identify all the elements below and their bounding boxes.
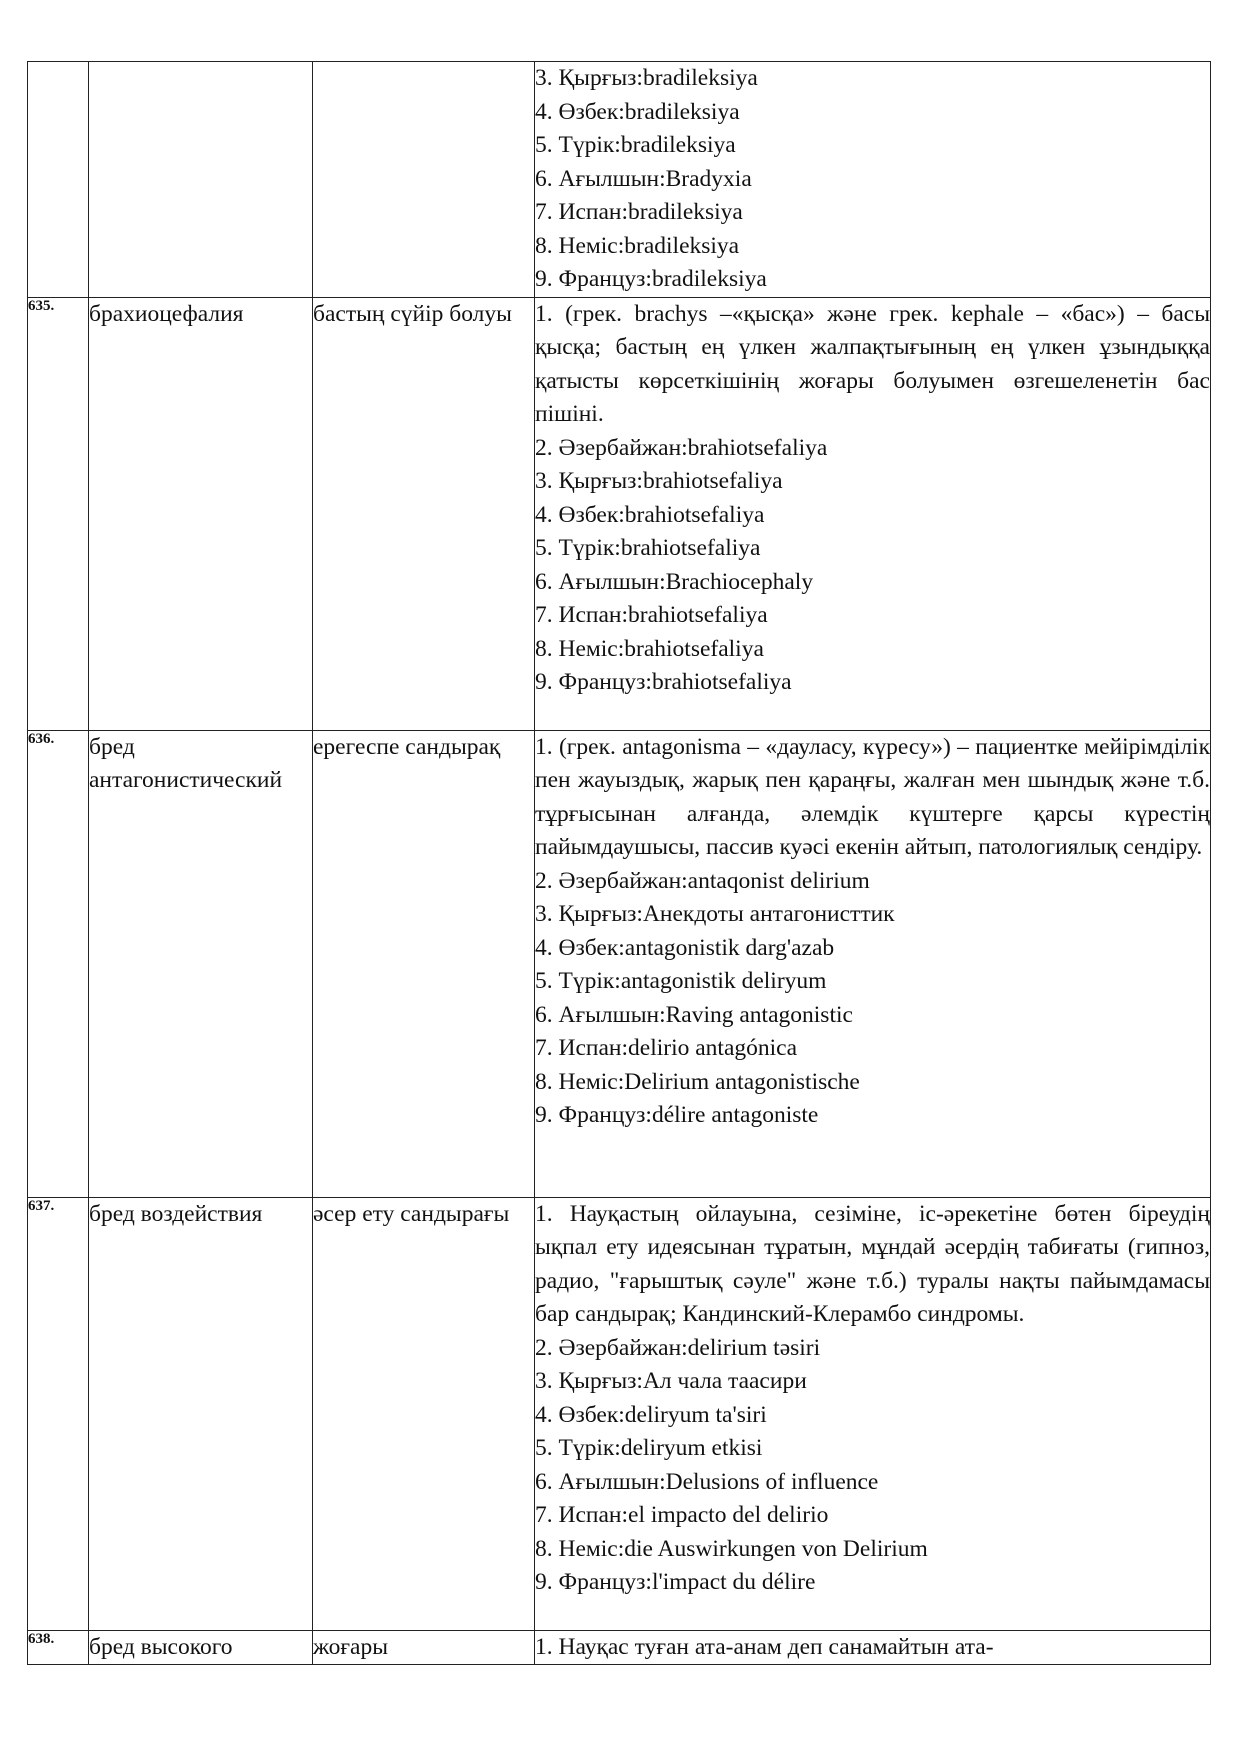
translation-line: 7. Испан:bradileksiya: [535, 199, 743, 225]
translation-line: 5. Түрік:deliryum etkisi: [535, 1435, 763, 1461]
table-row: [28, 1197, 1211, 1630]
translation-line: 4. Өзбек:bradileksiya: [535, 98, 740, 125]
russian-term: бред воздействия: [89, 1197, 313, 1630]
definition-text: 1. Науқас туған ата-анам деп санамайтын ата-: [535, 1633, 994, 1660]
russian-term: бред антагонистический: [89, 730, 313, 1197]
russian-term: брахиоцефалия: [89, 297, 313, 730]
definition-text: 1. (грек. antagonisma – «дауласу, күресу») – пациентке мейірімділік пен жауыздық, жарық пен қараңғы, жалған мен шындық және т.б. тұрғысынан алғанда, әлемдік күштерге қарсы күрестің пайымдаушысы, пассив куәсі екенін айтып, патологиялық сендіру.: [535, 733, 1210, 860]
translation-line: 6. Ағылшын:Raving antagonistic: [535, 1001, 853, 1028]
kazakh-term: жоғары: [313, 1630, 535, 1665]
entry-number: [28, 62, 89, 298]
translation-line: 3. Қырғыз:brahiotsefaliya: [535, 468, 783, 494]
translation-line: 5. Түрік:antagonistik deliryum: [535, 968, 827, 994]
definition-cell: [535, 297, 1211, 730]
kazakh-term: бастың сүйір болуы: [313, 297, 535, 730]
translation-line: 8. Неміс:brahiotsefaliya: [535, 635, 764, 662]
translation-line: 3. Қырғыз:Ал чала таасири: [535, 1368, 807, 1394]
definition-text: 1. Науқастың ойлауына, сезіміне, іс-әрекетіне бөтен біреудің ықпал ету идеясынан тұратын, мұндай әсердің табиғаты (гипноз, радио, "ғарыштық сәуле" және т.б.) туралы нақты пайымдамасы бар сандырақ; Кандинский-Клерамбо синдромы.: [535, 1200, 1210, 1327]
translation-line: 9. Француз:l'impact du délire: [535, 1569, 816, 1595]
translation-line: 5. Түрік:bradileksiya: [535, 132, 736, 158]
definition-cell: [535, 62, 1211, 298]
translation-line: 7. Испан:el impacto del delirio: [535, 1502, 829, 1528]
table-row: [28, 730, 1211, 1197]
table-row: [28, 1630, 1211, 1665]
definition-text: 1. (грек. brachys –«қысқа» және грек. kephale – «бас») – басы қысқа; бастың ең үлкен жалпақтығының ең үлкен ұзындыққа қатысты көрсеткішінің жоғары болуымен өзгешеленетін бас пішіні.: [535, 300, 1210, 427]
entry-number: 637.: [28, 1197, 89, 1630]
translation-line: 8. Неміс:bradileksiya: [535, 232, 740, 259]
dictionary-table: [27, 61, 1211, 1665]
definition-cell: [535, 1197, 1211, 1630]
translation-line: 7. Испан:brahiotsefaliya: [535, 602, 768, 628]
translation-line: 3. Қырғыз:bradileksiya: [535, 65, 758, 91]
translation-line: 8. Неміс:die Auswirkungen von Delirium: [535, 1535, 928, 1562]
translation-line: 6. Ағылшын:Delusions of influence: [535, 1468, 879, 1495]
entry-number: 636.: [28, 730, 89, 1197]
translation-line: 4. Өзбек:antagonistik darg'azab: [535, 934, 835, 961]
entry-number: 635.: [28, 297, 89, 730]
translation-line: 2. Әзербайжан:delirium təsiri: [535, 1334, 821, 1361]
translation-line: 2. Әзербайжан:brahiotsefaliya: [535, 434, 828, 461]
translation-line: 5. Түрік:brahiotsefaliya: [535, 535, 761, 561]
translation-line: 7. Испан:delirio antagónica: [535, 1035, 798, 1061]
translation-line: 6. Ағылшын:Brachiocephaly: [535, 568, 814, 595]
translation-line: 4. Өзбек:brahiotsefaliya: [535, 501, 765, 528]
definition-cell: [535, 730, 1211, 1197]
entry-number: 638.: [28, 1630, 89, 1665]
table-row: [28, 62, 1211, 298]
translation-line: 8. Неміс:Delirium antagonistische: [535, 1068, 860, 1095]
kazakh-term: ерегеспе сандырақ: [313, 730, 535, 1197]
russian-term: бред высокого: [89, 1630, 313, 1665]
definition-cell: [535, 1630, 1211, 1665]
translation-line: 9. Француз:délire antagoniste: [535, 1102, 819, 1128]
russian-term: [89, 62, 313, 298]
kazakh-term: [313, 62, 535, 298]
translation-line: 2. Әзербайжан:antaqonist delirium: [535, 867, 870, 894]
translation-line: 9. Француз:brahiotsefaliya: [535, 669, 792, 695]
translation-line: 4. Өзбек:deliryum ta'siri: [535, 1401, 767, 1428]
translation-line: 6. Ағылшын:Bradyxia: [535, 165, 752, 192]
translation-line: 3. Қырғыз:Анекдоты антагонисттик: [535, 901, 895, 927]
translation-line: 9. Француз:bradileksiya: [535, 266, 767, 292]
table-row: [28, 297, 1211, 730]
kazakh-term: әсер ету сандырағы: [313, 1197, 535, 1630]
